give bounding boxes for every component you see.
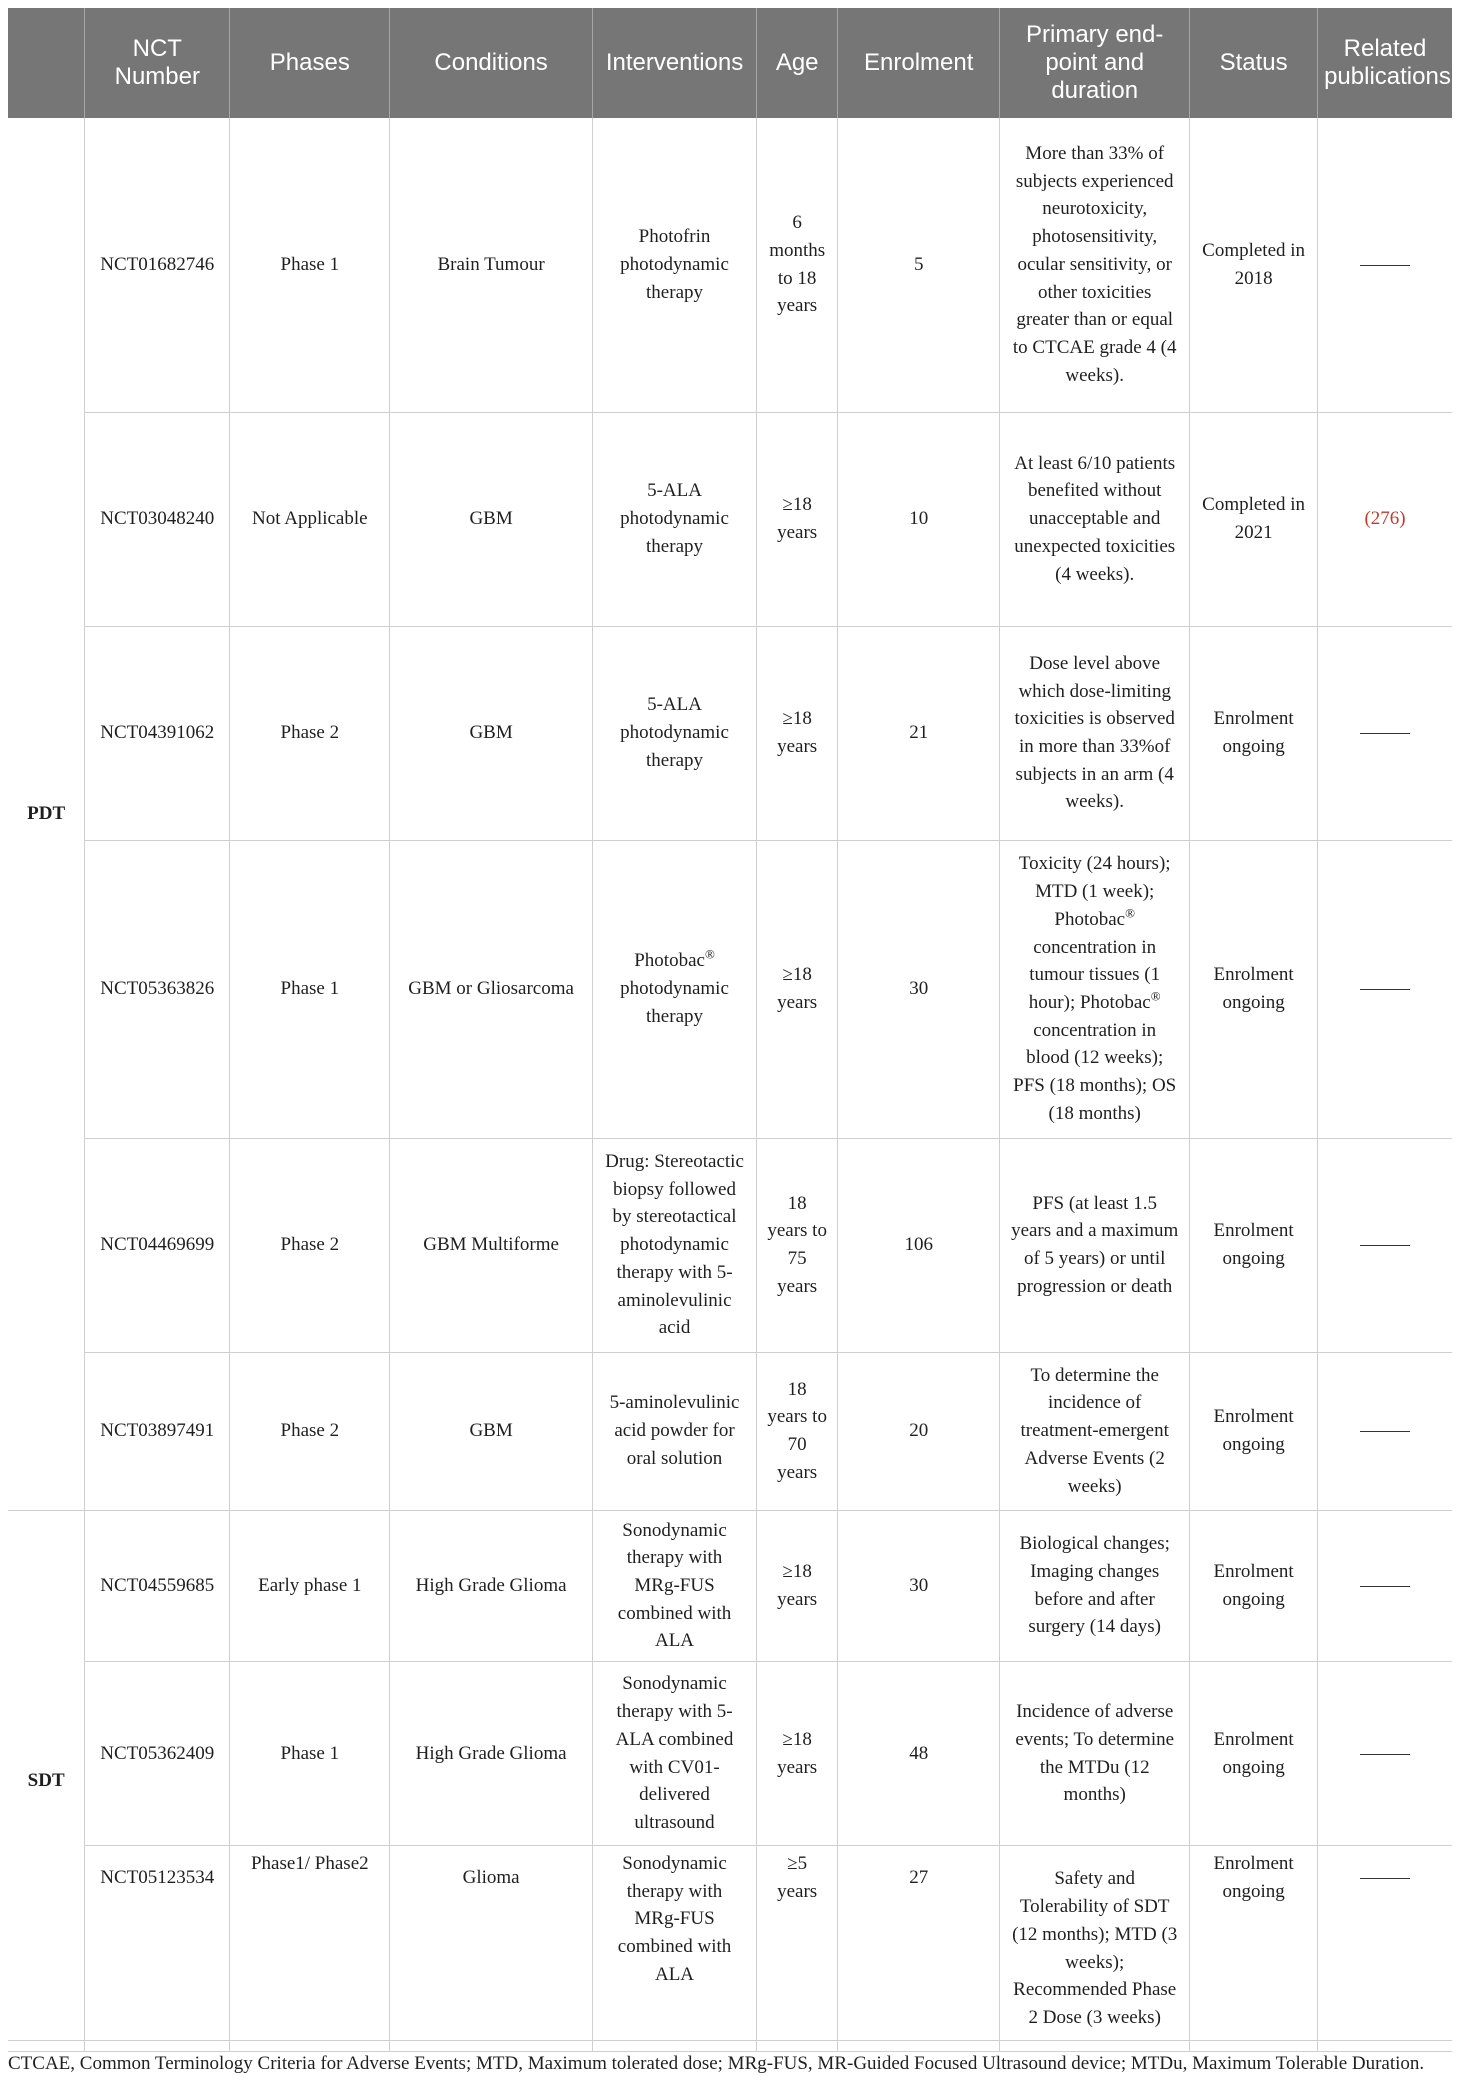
header-related-publications: Related publications [1318, 8, 1452, 118]
cell-publication [1318, 1510, 1452, 1662]
intervention-text: Photobac [634, 950, 705, 972]
header-row [8, 8, 1452, 118]
table-row [8, 840, 1452, 1138]
empty-dash [1360, 1586, 1410, 1587]
cell-age: ≥18 years [757, 1510, 838, 1662]
cell-phase: Phase 1 [230, 840, 390, 1138]
cell-publication [1318, 118, 1452, 412]
cell-status: Enrolment ongoing [1190, 626, 1318, 840]
cell-endpoint: Incidence of adverse events; To determine the MTDu (12 months) [1000, 1662, 1190, 1846]
cell-publication [1318, 1138, 1452, 1352]
table-footnote: CTCAE, Common Terminology Criteria for Adverse Events; MTD, Maximum tolerated dose; MRg-FUS, MR-Guided Focused Ultrasound device; MTDu, Maximum Tolerable Duration. [8, 2053, 1425, 2074]
cell-age: ≥18 years [757, 840, 838, 1138]
table-row [8, 1138, 1452, 1352]
cell-intervention: 5-ALA photodynamic therapy [592, 412, 756, 626]
cell-enrolment: 30 [838, 840, 1000, 1138]
endpoint-text-b: concentration in tumour tissues (1 hour); Photobac [1028, 936, 1161, 1013]
header-interventions: Interventions [592, 8, 756, 118]
header-conditions: Conditions [390, 8, 593, 118]
cell-intervention: 5-ALA photodynamic therapy [592, 626, 756, 840]
cell-endpoint: PFS (at least 1.5 years and a maximum of 5 years) or until progression or death [1000, 1138, 1190, 1352]
cell-status: Enrolment ongoing [1190, 1352, 1318, 1510]
header-phases: Phases [230, 8, 390, 118]
cell-status: Enrolment ongoing [1190, 840, 1318, 1138]
cell-condition: GBM [390, 1352, 593, 1510]
citation-link[interactable]: (276) [1364, 508, 1406, 530]
registered-mark: ® [704, 947, 715, 963]
cell-publication [1318, 1846, 1452, 2052]
cell-status: Completed in 2018 [1190, 118, 1318, 412]
cell-phase: Not Applicable [230, 412, 390, 626]
cell-condition: GBM or Gliosarcoma [390, 840, 593, 1138]
cell-endpoint: More than 33% of subjects experienced neurotoxicity, photosensitivity, ocular sensitivity, or other toxicities greater than or equal to CTCAE grade 4 (4 weeks). [1000, 118, 1190, 412]
cell-endpoint: Dose level above which dose-limiting toxicities is observed in more than 33%of subjects in an arm (4 weeks). [1000, 626, 1190, 840]
cell-nct: NCT05123534 [85, 1846, 230, 2052]
header-age: Age [757, 8, 838, 118]
cell-phase: Phase 2 [230, 626, 390, 840]
header-nct-number: NCT Number [85, 8, 230, 118]
cell-age: ≥18 years [757, 412, 838, 626]
empty-dash [1360, 265, 1410, 266]
cell-intervention: Sonodynamic therapy with 5-ALA combined with CV01-delivered ultrasound [592, 1662, 756, 1846]
cell-enrolment: 30 [838, 1510, 1000, 1662]
cell-age: ≥18 years [757, 1662, 838, 1846]
cell-endpoint [1000, 840, 1190, 1138]
table-row [8, 1510, 1452, 1662]
cell-endpoint: Biological changes; Imaging changes before and after surgery (14 days) [1000, 1510, 1190, 1662]
cell-intervention: Photofrin photodynamic therapy [592, 118, 756, 412]
cell-nct: NCT04559685 [85, 1510, 230, 1662]
cell-endpoint: To determine the incidence of treatment-emergent Adverse Events (2 weeks) [1000, 1352, 1190, 1510]
group-label-sdt: SDT [8, 1510, 85, 2052]
table-row [8, 1846, 1452, 2052]
empty-dash [1360, 733, 1410, 734]
header-primary-endpoint: Primary end-point and duration [1000, 8, 1190, 118]
cell-phase: Early phase 1 [230, 1510, 390, 1662]
cell-enrolment: 5 [838, 118, 1000, 412]
cell-intervention: Drug: Stereotactic biopsy followed by stereotactical photodynamic therapy with 5-aminolevulinic acid [592, 1138, 756, 1352]
cell-condition: Brain Tumour [390, 118, 593, 412]
cell-condition: High Grade Glioma [390, 1662, 593, 1846]
cell-enrolment: 20 [838, 1352, 1000, 1510]
cell-status: Enrolment ongoing [1190, 1510, 1318, 1662]
cell-age: ≥5 years [757, 1846, 838, 2052]
cell-status: Enrolment ongoing [1190, 1846, 1318, 2052]
endpoint-text-a: Toxicity (24 hours); MTD (1 week); Photobac [1018, 853, 1171, 930]
cell-status: Completed in 2021 [1190, 412, 1318, 626]
cell-condition: Glioma [390, 1846, 593, 2052]
cell-status: Enrolment ongoing [1190, 1138, 1318, 1352]
cell-nct: NCT03897491 [85, 1352, 230, 1510]
cell-publication [1318, 1662, 1452, 1846]
cell-enrolment: 10 [838, 412, 1000, 626]
empty-dash [1360, 1245, 1410, 1246]
cell-nct: NCT05362409 [85, 1662, 230, 1846]
cell-age: 6 months to 18 years [757, 118, 838, 412]
clinical-trials-table [8, 8, 1452, 2052]
cell-publication [1318, 1352, 1452, 1510]
endpoint-text-c: concentration in blood (12 weeks); PFS (18 months); OS (18 months) [1013, 1019, 1177, 1124]
cell-age: ≥18 years [757, 626, 838, 840]
cell-intervention: 5-aminolevulinic acid powder for oral solution [592, 1352, 756, 1510]
cell-nct: NCT03048240 [85, 412, 230, 626]
table-row [8, 626, 1452, 840]
cell-enrolment: 106 [838, 1138, 1000, 1352]
cell-enrolment: 21 [838, 626, 1000, 840]
cell-condition: GBM Multiforme [390, 1138, 593, 1352]
cell-phase: Phase 1 [230, 118, 390, 412]
cell-condition: GBM [390, 626, 593, 840]
table-row [8, 1662, 1452, 1846]
cell-condition: GBM [390, 412, 593, 626]
cell-enrolment: 27 [838, 1846, 1000, 2052]
empty-dash [1360, 1431, 1410, 1432]
header-status: Status [1190, 8, 1318, 118]
cell-status: Enrolment ongoing [1190, 1662, 1318, 1846]
cell-publication [1318, 840, 1452, 1138]
cell-endpoint: Safety and Tolerability of SDT (12 months); MTD (3 weeks); Recommended Phase 2 Dose (3 weeks) [1000, 1846, 1190, 2052]
table-row [8, 1352, 1452, 1510]
cell-nct: NCT05363826 [85, 840, 230, 1138]
cell-age: 18 years to 70 years [757, 1352, 838, 1510]
footnote-rule [8, 2040, 1452, 2041]
cell-phase: Phase 2 [230, 1138, 390, 1352]
empty-dash [1360, 1754, 1410, 1755]
header-enrolment: Enrolment [838, 8, 1000, 118]
cell-intervention [592, 840, 756, 1138]
group-label-pdt: PDT [8, 118, 85, 1510]
table-row [8, 118, 1452, 412]
empty-dash [1360, 989, 1410, 990]
cell-phase: Phase 1 [230, 1662, 390, 1846]
cell-age: 18 years to 75 years [757, 1138, 838, 1352]
header-group [8, 8, 85, 118]
cell-publication [1318, 412, 1452, 626]
cell-phase: Phase1/ Phase2 [230, 1846, 390, 2052]
cell-enrolment: 48 [838, 1662, 1000, 1846]
registered-mark: ® [1150, 988, 1161, 1004]
cell-nct: NCT04391062 [85, 626, 230, 840]
cell-publication [1318, 626, 1452, 840]
registered-mark: ® [1125, 905, 1135, 921]
cell-intervention: Sonodynamic therapy with MRg-FUS combined with ALA [592, 1846, 756, 2052]
intervention-text-rest: photodynamic therapy [620, 978, 729, 1027]
table-row [8, 412, 1452, 626]
cell-nct: NCT01682746 [85, 118, 230, 412]
cell-condition: High Grade Glioma [390, 1510, 593, 1662]
cell-endpoint: At least 6/10 patients benefited without unacceptable and unexpected toxicities (4 weeks). [1000, 412, 1190, 626]
cell-phase: Phase 2 [230, 1352, 390, 1510]
cell-intervention: Sonodynamic therapy with MRg-FUS combined with ALA [592, 1510, 756, 1662]
cell-nct: NCT04469699 [85, 1138, 230, 1352]
empty-dash [1360, 1878, 1410, 1879]
